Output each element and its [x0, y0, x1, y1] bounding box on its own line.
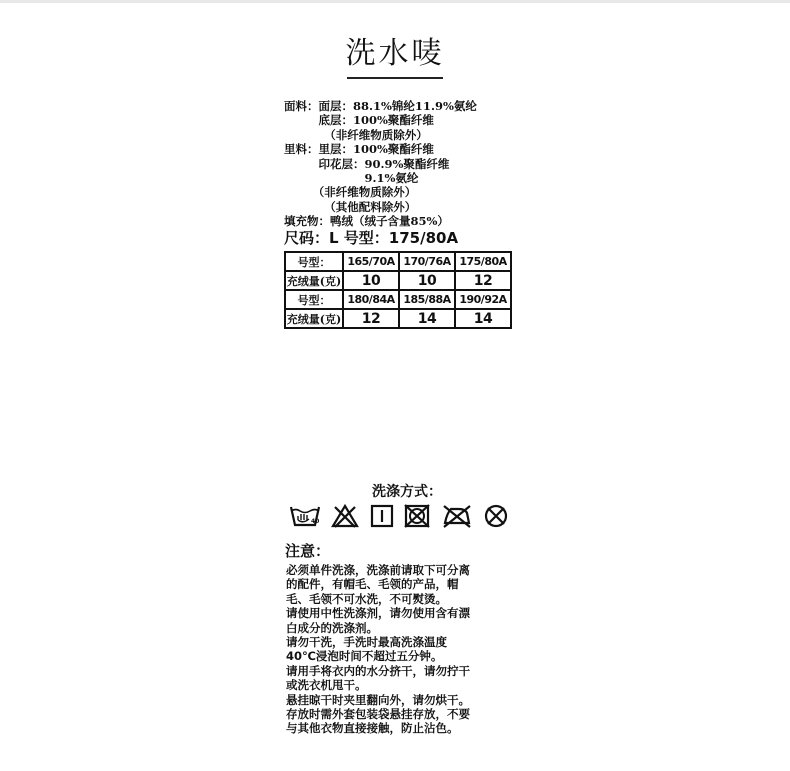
- table-cell: 12: [455, 271, 511, 290]
- table-cell: 175/80A: [455, 252, 511, 271]
- hand-wash-40-icon: [289, 503, 321, 529]
- table-row: [285, 271, 511, 290]
- table-cell: 180/84A: [343, 290, 399, 309]
- label-line: （其他配料除外）: [284, 199, 417, 214]
- notice-line: 请勿干洗，手洗时最高洗涤温度: [286, 635, 447, 650]
- label-line: 底层：100%聚酯纤维: [284, 113, 434, 128]
- do-not-dry-clean-icon: [483, 503, 509, 529]
- table-row: [285, 252, 511, 271]
- care-instructions: [286, 563, 526, 736]
- table-cell: 12: [343, 309, 399, 328]
- table-cell: 10: [343, 271, 399, 290]
- notice-line: 存放时需外套包装袋悬挂存放，不要: [286, 707, 470, 722]
- table-cell: 充绒量(克): [285, 309, 343, 328]
- do-not-bleach-icon: [331, 503, 359, 529]
- table-row: [285, 290, 511, 309]
- label-line: 印花层：90.9%聚酯纤维: [284, 156, 450, 171]
- notice-line: 必须单件洗涤，洗涤前请取下可分离: [286, 563, 470, 577]
- notice-title: 注意：: [285, 542, 331, 560]
- label-line: 面料：面层：88.1%锦纶11.9%氨纶: [284, 99, 477, 113]
- table-row: [285, 309, 511, 328]
- notice-line: 悬挂晾干时夹里翻向外，请勿烘干。: [286, 692, 470, 707]
- label-line: （非纤维物质除外）: [284, 185, 417, 200]
- table-cell: 号型：: [285, 290, 343, 309]
- title-underline: [347, 77, 443, 79]
- notice-line: 毛、毛领不可水洗，不可熨烫。: [286, 591, 447, 606]
- label-line: 9.1%氨纶: [284, 171, 419, 186]
- notice-line: 请使用中性洗涤剂，请勿使用含有漂: [286, 606, 470, 621]
- table-cell: 号型：: [285, 252, 343, 271]
- do-not-iron-icon: [441, 503, 473, 529]
- top-divider: [0, 0, 790, 3]
- table-cell: 10: [399, 271, 455, 290]
- fabric-composition: [284, 99, 534, 247]
- notice-line: 白成分的洗涤剂。: [286, 620, 378, 635]
- table-cell: 185/88A: [399, 290, 455, 309]
- notice-line: 请用手将衣内的水分挤干，请勿拧干: [286, 663, 470, 678]
- size-table: [284, 251, 512, 329]
- line-dry-icon: [369, 503, 395, 529]
- label-line: 里料：里层：100%聚酯纤维: [284, 142, 434, 157]
- notice-line: 或洗衣机甩干。: [286, 678, 367, 693]
- label-line: 填充物：鸭绒（绒子含量85%）: [284, 214, 449, 229]
- size-line: 尺码：L 号型：175/80A: [284, 228, 459, 247]
- label-line: （非纤维物质除外）: [284, 127, 428, 142]
- notice-line: 的配件，有帽毛、毛领的产品，帽: [286, 577, 459, 592]
- table-cell: 190/92A: [455, 290, 511, 309]
- table-cell: 充绒量(克): [285, 271, 343, 290]
- wash-method-title: 洗涤方式：: [372, 484, 442, 500]
- notice-line: 与其他衣物直接接触，防止沾色。: [286, 721, 459, 736]
- page-title: 洗水唛: [345, 36, 445, 71]
- table-cell: 165/70A: [343, 252, 399, 271]
- hand-wash-temperature: 40: [311, 518, 320, 525]
- table-cell: 14: [455, 309, 511, 328]
- table-cell: 14: [399, 309, 455, 328]
- table-cell: 170/76A: [399, 252, 455, 271]
- do-not-tumble-dry-icon: [403, 503, 431, 529]
- notice-line: 40℃浸泡时间不超过五分钟。: [286, 649, 443, 664]
